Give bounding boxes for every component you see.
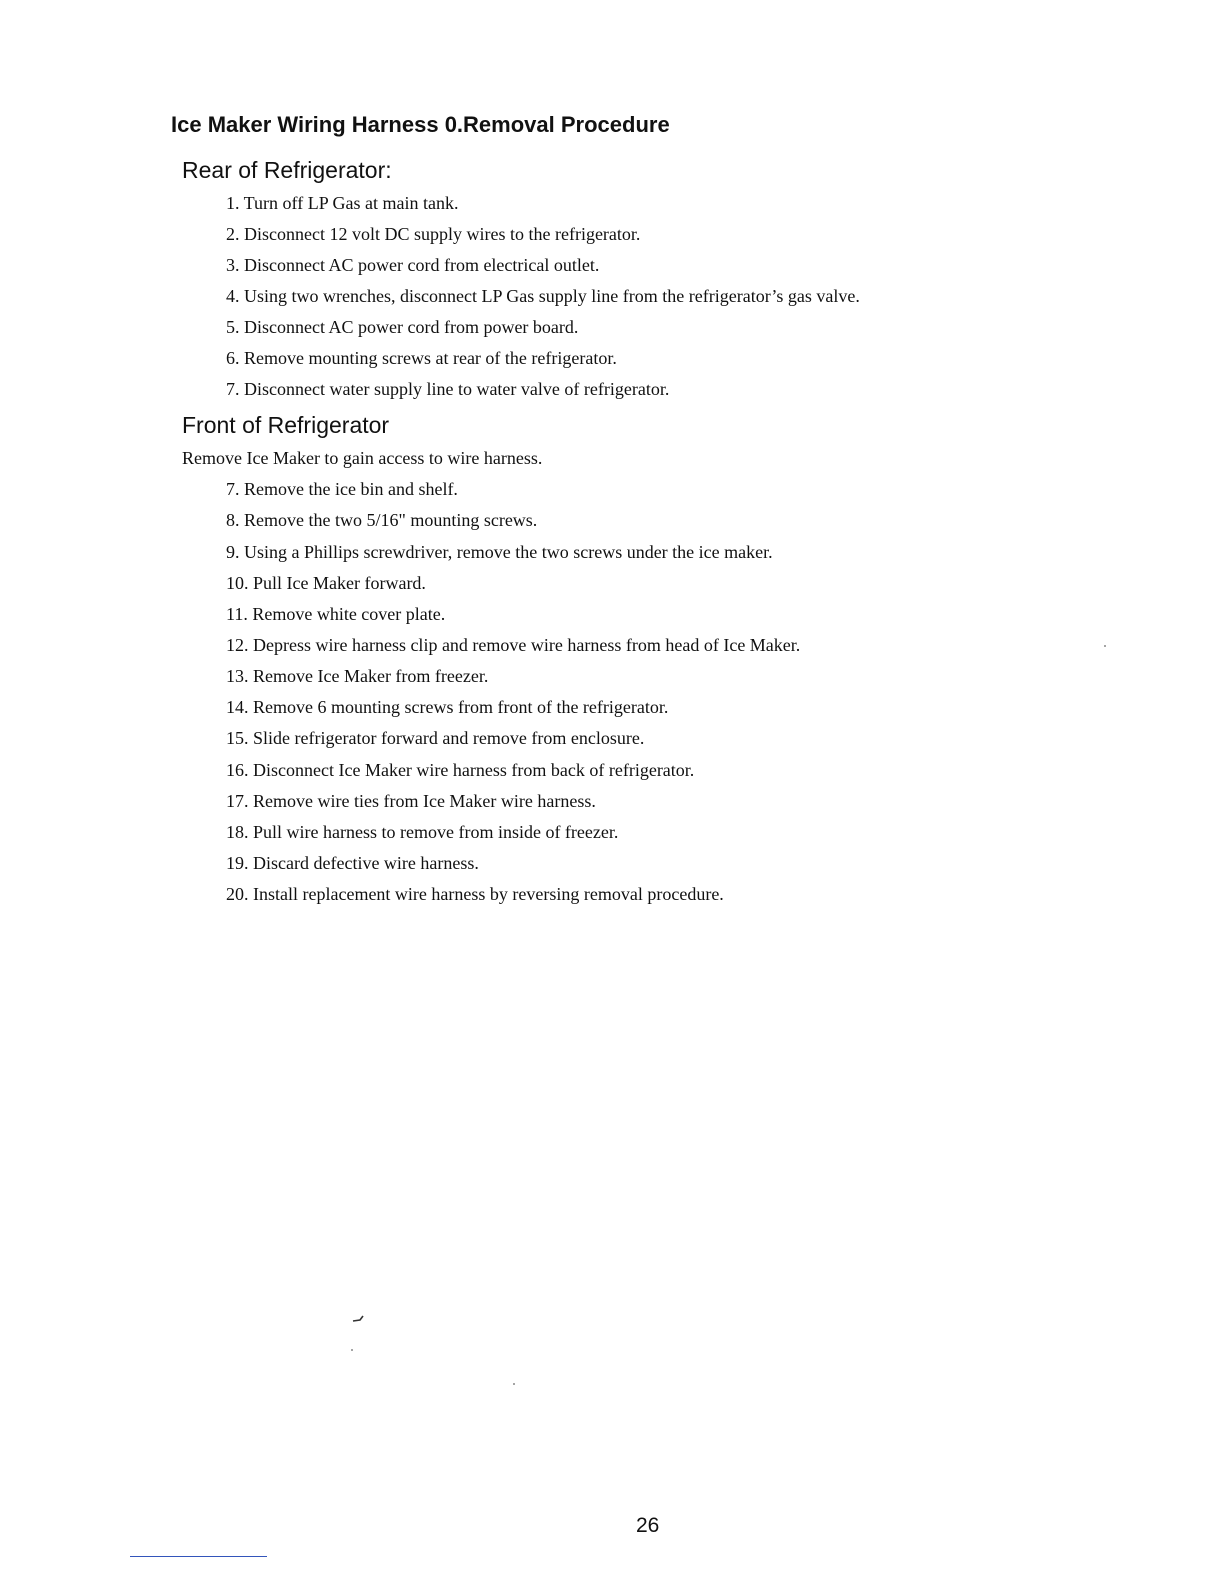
list-item: 3. Disconnect AC power cord from electrical outlet.: [226, 255, 600, 275]
list-item: 14. Remove 6 mounting screws from front of the refrigerator.: [226, 697, 669, 717]
page-number: 26: [636, 1514, 660, 1537]
scan-tick-mark: [352, 1315, 364, 1323]
list-item: 12. Depress wire harness clip and remove wire harness from head of Ice Maker.: [226, 635, 801, 655]
list-item: 15. Slide refrigerator forward and remove from enclosure.: [226, 728, 645, 748]
scan-speck: [513, 1383, 515, 1385]
front-intro-text: Remove Ice Maker to gain access to wire harness.: [182, 448, 543, 468]
scan-speck: [351, 1349, 353, 1351]
list-item: 2. Disconnect 12 volt DC supply wires to the refrigerator.: [226, 224, 641, 244]
list-item: 10. Pull Ice Maker forward.: [226, 573, 426, 593]
list-item: 5. Disconnect AC power cord from power board.: [226, 317, 579, 337]
list-item: 1. Turn off LP Gas at main tank.: [226, 193, 459, 213]
scan-speck: [1104, 645, 1106, 647]
list-item: 7. Remove the ice bin and shelf.: [226, 479, 458, 499]
list-item: 7. Disconnect water supply line to water valve of refrigerator.: [226, 379, 670, 399]
rear-section-heading: Rear of Refrigerator:: [182, 157, 392, 183]
page-title: Ice Maker Wiring Harness 0.Removal Procedure: [171, 112, 670, 137]
list-item: 6. Remove mounting screws at rear of the refrigerator.: [226, 348, 617, 368]
list-item: 16. Disconnect Ice Maker wire harness from back of refrigerator.: [226, 760, 695, 780]
list-item: 19. Discard defective wire harness.: [226, 853, 479, 873]
list-item: 11. Remove white cover plate.: [226, 604, 446, 624]
list-item: 8. Remove the two 5/16" mounting screws.: [226, 510, 538, 530]
list-item: 9. Using a Phillips screwdriver, remove the two screws under the ice maker.: [226, 542, 773, 562]
list-item: 13. Remove Ice Maker from freezer.: [226, 666, 489, 686]
list-item: 18. Pull wire harness to remove from inside of freezer.: [226, 822, 619, 842]
list-item: 17. Remove wire ties from Ice Maker wire harness.: [226, 791, 596, 811]
footer-rule: [130, 1556, 267, 1557]
list-item: 20. Install replacement wire harness by reversing removal procedure.: [226, 884, 724, 904]
front-section-heading: Front of Refrigerator: [182, 412, 390, 438]
list-item: 4. Using two wrenches, disconnect LP Gas supply line from the refrigerator’s gas valve.: [226, 286, 860, 306]
